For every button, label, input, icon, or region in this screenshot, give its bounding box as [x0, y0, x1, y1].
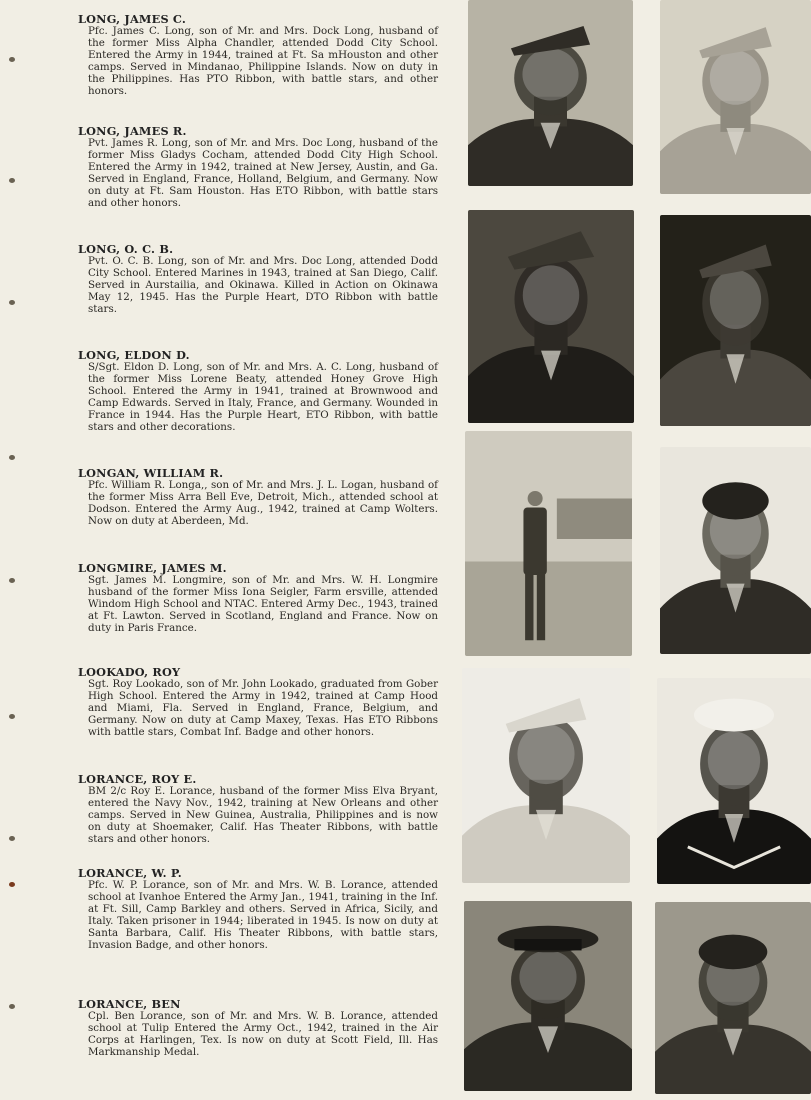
binder-hole: [9, 1004, 15, 1009]
entry-longan-william-r: [78, 466, 438, 528]
portrait-longan-william-r: [465, 431, 632, 656]
entry-bio: Pfc. William R. Longa,, son of Mr. and Mrs. J. L. Logan, husband of the former Miss Arra Bell Eve, Detroit, Mich., attended school at Dodson. Entered the Army Aug., 1942, trained at Camp Wolters. Now on duty at Aberdeen, Md.: [88, 479, 438, 527]
entry-bio: BM 2/c Roy E. Lorance, husband of the former Miss Elva Bryant, entered the Navy Nov., 1942, training at New Orleans and other camps. Served in New Guinea, Australia, Philippines and is now on duty at Shoemaker, Calif. Has Theater Ribbons, with battle stars and other honors.: [88, 785, 438, 845]
portrait-lorance-ben: [655, 902, 811, 1094]
binder-holes: [0, 0, 30, 1100]
binder-hole: [9, 578, 15, 583]
figure-leg: [525, 573, 533, 641]
portrait-lookado-roy: [462, 668, 630, 883]
portrait-image: [464, 901, 632, 1091]
entry-bio: Cpl. Ben Lorance, son of Mr. and Mrs. W. B. Lorance, attended school at Tulip Entered the Army Oct., 1942, trained in the Air Corps at Harlingen, Tex. Is now on duty at Scott Field, Ill. Has Markmanship Medal.: [88, 1010, 438, 1058]
face-highlight: [710, 270, 761, 329]
hair: [702, 482, 768, 519]
entry-name: LORANCE, W. P.: [78, 866, 182, 880]
face-highlight: [708, 732, 760, 790]
binder-hole: [9, 455, 15, 460]
entry-lorance-ben: [78, 997, 438, 1059]
face-highlight: [710, 50, 761, 104]
entry-name: LORANCE, ROY E.: [78, 772, 197, 786]
entry-long-james-r: [78, 124, 438, 209]
entry-name: LORANCE, BEN: [78, 997, 181, 1011]
binder-hole: [9, 57, 15, 62]
hair: [699, 935, 768, 970]
binder-hole: [9, 714, 15, 719]
entry-lorance-w-p: [78, 866, 438, 951]
background-building: [557, 499, 632, 540]
entry-bio: Pfc. W. P. Lorance, son of Mr. and Mrs. W. B. Lorance, attended school at Ivanhoe Entered the Army Jan., 1941, training in the Inf. at Ft. Sill, Camp Barkley and others. Served in Africa, Sicily, and Italy. Taken prisoner in 1944; liberated in 1945. Is now on duty at Santa Barbara, Calif. His Theater Ribbons, with battle stars, Invasion Badge, and other honors.: [88, 879, 438, 951]
portrait-long-eldon-d: [660, 215, 811, 426]
portrait-long-ocb: [468, 210, 634, 423]
portrait-longmire-james-m: [660, 447, 811, 654]
entry-name: LOOKADO, ROY: [78, 665, 181, 679]
entry-long-eldon-d: [78, 348, 438, 433]
entry-name: LONG, O. C. B.: [78, 242, 174, 256]
portrait-image: [468, 210, 634, 423]
entry-lorance-roy-e: [78, 772, 438, 846]
portrait-long-james-c: [468, 0, 633, 186]
entry-bio: Pvt. James R. Long, son of Mr. and Mrs. Doc Long, husband of the former Miss Gladys Cocham, attended Dodd City High School. Entered the Army in 1942, trained at New Jersey, Austin, and Ga. Served in England, France, Holland, Belgium, and Germany. Now on duty at Ft. Sam Houston. Has ETO Ribbon, with battle stars and other honors.: [88, 137, 438, 209]
entry-bio: Pvt. O. C. B. Long, son of Mr. and Mrs. Doc Long, attended Dodd City School. Entered Marines in 1943, trained at San Diego, Calif. Served in Aurstailia, and Okinawa. Killed in Action on Okinawa May 12, 1945. Has the Purple Heart, DTO Ribbon with battle stars.: [88, 255, 438, 315]
entry-bio: Pfc. James C. Long, son of Mr. and Mrs. Dock Long, husband of the former Miss Alpha Chandler, attended Dodd City School. Entered the Army in 1944, trained at Ft. Sa mHouston and other camps. Served in Mindanao, Philippine Islands. Now on duty in the Philippines. Has PTO Ribbon, with battle stars, and other honors.: [88, 25, 438, 97]
portrait-lorance-roy-e: [657, 678, 811, 884]
portrait-image: [660, 215, 811, 426]
portrait-long-james-r: [660, 0, 811, 194]
entry-bio: Sgt. James M. Longmire, son of Mr. and Mrs. W. H. Longmire husband of the former Miss Iona Seigler, Farm ersville, attended Windom High School and NTAC. Entered Army Dec., 1943, trained at Ft. Lawton. Served in Scotland, England and France. Now on duty in Paris France.: [88, 574, 438, 634]
binder-hole: [9, 300, 15, 305]
portrait-image: [660, 447, 811, 654]
binder-hole: [9, 178, 15, 183]
ground: [465, 562, 632, 657]
face-highlight: [523, 265, 579, 325]
portrait-image: [660, 0, 811, 194]
entry-long-james-c: [78, 12, 438, 97]
entry-name: LONGAN, WILLIAM R.: [78, 466, 224, 480]
figure-body: [523, 508, 546, 576]
portrait-image: [465, 431, 632, 656]
sailor-cap: [694, 699, 774, 732]
entry-name: LONG, JAMES R.: [78, 124, 187, 138]
service-cap-band: [514, 939, 581, 950]
face-highlight: [519, 950, 576, 1003]
entry-name: LONG, JAMES C.: [78, 12, 187, 26]
portrait-image: [462, 668, 630, 883]
entry-name: LONG, ELDON D.: [78, 348, 190, 362]
figure-head: [528, 491, 543, 506]
binder-hole-rust: [9, 882, 15, 887]
entry-lookado-roy: [78, 665, 438, 739]
portrait-lorance-w-p: [464, 901, 632, 1091]
entry-bio: S/Sgt. Eldon D. Long, son of Mr. and Mrs. A. C. Long, husband of the former Miss Lorene Beaty, attended Honey Grove High School. Entered the Army in 1941, trained at Brownwood and Camp Edwards. Served in Italy, France, and Germany. Wounded in France in 1944. Has the Purple Heart, ETO Ribbon, with battle stars and other decorations.: [88, 361, 438, 433]
face-highlight: [522, 48, 578, 100]
entry-longmire-james-m: [78, 561, 438, 635]
portrait-image: [655, 902, 811, 1094]
figure-leg: [537, 573, 545, 641]
portrait-image: [468, 0, 633, 186]
entry-long-ocb: [78, 242, 438, 316]
portrait-image: [657, 678, 811, 884]
entry-name: LONGMIRE, JAMES M.: [78, 561, 227, 575]
binder-hole: [9, 836, 15, 841]
face-highlight: [517, 724, 574, 784]
entry-bio: Sgt. Roy Lookado, son of Mr. John Lookado, graduated from Gober High School. Entered the Army in 1942, trained at Camp Hood and Miami, Fla. Served in England, France, Belgium, and Germany. Now on duty at Camp Maxey, Texas. Has ETO Ribbons with battle stars, Combat Inf. Badge and other honors.: [88, 678, 438, 738]
